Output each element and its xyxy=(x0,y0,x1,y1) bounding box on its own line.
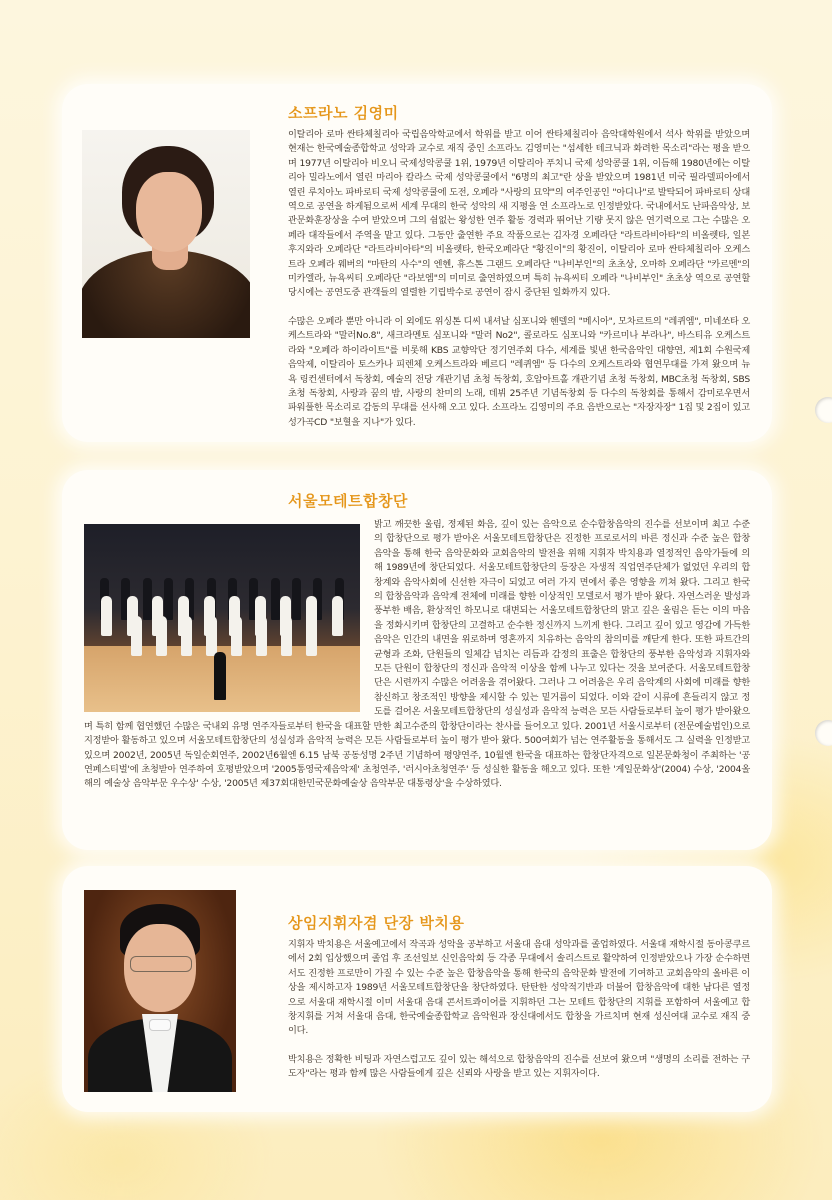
conductor-title: 상임지휘자겸 단장 박치용 xyxy=(288,914,465,932)
choir-title: 서울모테트합창단 xyxy=(288,492,408,510)
conductor-bio-paragraph-2: 박치용은 정확한 비팅과 자연스럽고도 깊이 있는 해석으로 합창음악의 진수를 선보여 왔으며 "생명의 소리를 전하는 구도자"라는 평과 함께 많은 사람들에게 깊은 신뢰와 사랑을 받고 있는 지휘자이다. xyxy=(288,1053,750,1080)
conductor-bio-paragraph-1: 지휘자 박치용은 서울예고에서 작곡과 성악을 공부하고 서울대 음대 성악과를 졸업하였다. 서울대 재학시절 동아콩쿠르에서 2회 입상했으며 졸업 후 조선일보 신인음악회 등 각종 무대에서 솔리스트로 활약하여 인정받았으나 가장 순수하면서도 진정한 프로만이 가질 수 있는 수준 높은 합창음악을 통해 한국의 음악문화 발전에 기여하고 교회음악의 올바른 이상을 제시하고자 1989년 서울모테트합창단을 창단하였다. 탄탄한 성악적기반과 더불어 합창음악에 대한 남다른 열정으로 서울대 재학시절 이미 서울대 음대 콘서트콰이어를 지휘하던 그는 모테트 합창단의 지휘를 포함하여 서울예고 합창지휘를 거쳐 서울대 음대, 한국예술종합학교 음악원과 장신대에서도 합창을 가르치며 현재 성신여대 교수로 재직 중이다. xyxy=(288,939,750,1037)
soprano-bio-paragraph-1: 이탈리아 로마 싼타체칠리아 국립음악학교에서 학위를 받고 이어 싼타체칠리아 음악대학원에서 석사 학위를 받았으며 현재는 한국예술종합학교 성악과 교수로 재직 중인 소프라노 김영미는 "섬세한 테크닉과 화려한 목소리"라는 평을 받으며 1977년 이탈리아 비오니 국제성악콩쿨 1위, 1979년 이탈리아 푸치니 국제 성악콩쿨 1위, 이듬해 1980년에는 이탈리아 밀라노에서 열린 마리아 칼라스 국제 성악콩쿨에서 "6명의 최고"란 상을 받았으며 1981년 미국 필라델피아에서 열린 루치아노 파바로티 국제 성악콩쿨에 도전, 오페라 "사랑의 묘약"의 여주인공인 "아디나"로 발탁되어 파바로티 상대역으로 공연을 하게됨으로써 세계 무대의 한국 성악의 새 지평을 연 소프라노로 인정받았다. 국내에서도 난파음악상, 보관문화훈장상을 수여 받았으며 그의 쉼없는 왕성한 연주 활동 경력과 뛰어난 기량 못지 않은 연기력으로 그는 수많은 오페라 대작들에서 주역을 맡고 있다. 그동안 출연한 주요 작품으로는 김자경 오페라단 "라트라비아타"의 비올렛타, 일본 후지와라 오페라단 "라트라비아타"의 비올렛타, 한국오페라단 "황진이"의 황진이, 이탈리아 로마 싼타체칠리아 오케스트라 오페라 웨버의 "마탄의 사수"의 엔헨, 휴스톤 그랜드 오페라단 "나비부인"의 초초상, 오마하 오페라단 "카르멘"의 미카엘라, 뉴욕씨티 오페라단 "라보엠"의 미미로 출연하였으며 특히 뉴욕씨티 오페라 "나비부인" 초초상 역으로 공연할 당시에는 공연도중 관객들의 열렬한 기립박수로 공연이 잠시 중단된 일화까지 있다. xyxy=(288,129,750,299)
binder-hole-bottom xyxy=(815,720,832,746)
soprano-title: 소프라노 김영미 xyxy=(288,104,399,122)
choir-description xyxy=(84,518,750,818)
binder-hole-top xyxy=(815,397,832,423)
choir-description-paragraph: 밝고 깨끗한 울림, 정제된 화음, 깊이 있는 음악으로 순수합창음악의 진수를 선보이며 최고 수준의 합창단으로 평가 받아온 서울모테트합창단은 진정한 프로로서의 바른 정신과 수준 높은 합창음악을 통해 한국 음악문화와 교회음악의 발전을 위해 지휘자 박치용과 열정적인 음악가들에 의해 1989년에 창단되었다. 서울모테트합창단의 등장은 자생적 직업연주단체가 없었던 우리의 합창계와 음악사회에 신선한 자극이 되었고 여러 가지 면에서 좋은 영향을 끼쳐 왔다. 그리고 한국의 합창음악과 음악계 전체에 미래를 향한 이상적인 모델로서 평가 받아 왔다. 자연스러운 발성과 풍부한 배음, 환상적인 하모니로 대변되는 서울모테트합창단의 맑고 깊은 울림은 듣는 이의 마음을 정화시키며 합창단의 고결하고 순수한 정신까지 느끼게 한다. 그리고 깊이 있고 영감에 가득한 음악은 인간의 내면을 위로하며 영혼까지 치유하는 음악의 참의미를 깨닫게 한다. 또한 파트간의 균형과 조화, 단원들의 일체감 넘치는 리듬과 감정의 표출은 합창단의 풍부한 음악성과 지휘자와 모든 단원이 합창단의 정신과 음악적 이상을 함께 나누고 있다는 것을 보여준다. 서울모테트합창단은 시련까지 수많은 어려움을 겪어왔다. 그러나 그 어려움은 우리 음악계의 사회에 미래를 향한 참신하고 창조적인 방향을 제시할 수 있는 밑거름이 되었다. 이와 같이 시류에 흔들리지 않고 정도를 걸어온 서울모테트합창단의 성실성과 음악적 능력은 모든 사람들로부터 높이 평가 받아왔으며 특히 함께 협연했던 수많은 국내외 유명 연주자들로부터 한국을 대표할 만한 최고수준의 합창단이라는 찬사를 들어오고 있다. 2001년 서울시로부터 (전문예술법인)으로 지정받아 활동하고 있으며 서울모테트합창단의 성실성과 음악적 능력은 모든 사람들로부터 높이 평가 받아 왔다. 500여회가 넘는 연주활동을 통해서도 그 실력을 인정받고 있으며 2002년, 2005년 독일순회연주, 2002년6월엔 6.15 남북 공동성명 2주년 기념하여 평양연주, 10월엔 한국을 대표하는 합창단자격으로 일본문화청이 주최하는 '공연페스티벌'에 초청받아 연주하여 호평받았으며 '2005통영국제음악제' 초청연주, '러시아초청연주' 등 성실한 활동을 해오고 있다. 또한 '게일문화상'(2004) 수상, '2004올해의 예술상 음악부문 우수상' 수상, '2005년 제37회대한민국문화예술상 음악부문 대통령상'을 수상하였다. xyxy=(84,519,750,790)
soprano-portrait xyxy=(82,130,250,338)
soprano-bio xyxy=(288,128,750,428)
conductor-bio xyxy=(288,938,750,1088)
conductor-portrait xyxy=(84,890,236,1092)
soprano-bio-paragraph-2: 수많은 오페라 뿐만 아니라 이 외에도 위싱톤 디씨 내셔날 심포니와 헨델의 "메시아", 모차르트의 "레퀴엠", 미네쏘타 오케스트라와 "말러No.8", 새크라멘토 심포니와 "말러 No2", 콜로라도 심포니와 "카르미나 부라나", 바스티유 오케스트라와 "오페라 하이라이트"를 비롯해 KBS 교향악단 정기연주회 다수, 세계를 빛낸 한국음악인 대향연, 제1회 수원국제음악제, 이탈리아 토스카나 피렌체 오케스트라와 베르디 "레퀴엠" 등 다수의 오케스트라와 협연무대를 가져 왔으며 뉴욕 링컨센터에서 독창회, 예술의 전당 개관기념 초청 독창회, 호암아트홀 개관기념 초청 독창회, MBC초청 독창회, SBS 초청 독창회, 사랑과 꿈의 밤, 사랑의 찬미의 노래, 데뷔 25주년 기념독창회 등 다수의 독창회를 통해서 감미로우면서 파워풀한 목소리로 감동의 무대를 선사해 오고 있다. 소프라노 김영미의 주요 음반으로는 "자장자장" 1집 및 2집이 있고 성가곡CD "보혈을 지나"가 있다. xyxy=(288,315,750,428)
